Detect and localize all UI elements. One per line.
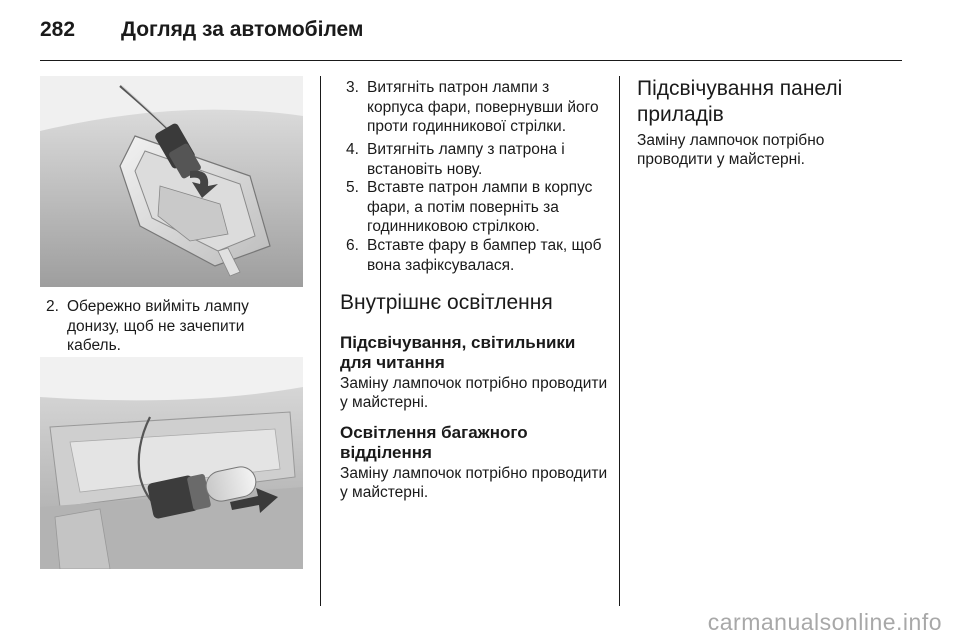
subsection-text-luggage-light: Заміну лампочок потрібно проводити у майстерні. [340,465,608,501]
step-number: 4. [346,141,359,158]
section-title-interior-lighting: Внутрішнє освітлення [340,291,553,314]
header-rule [40,60,902,61]
step-number: 3. [346,79,359,96]
page-title: Догляд за автомобілем [121,18,364,41]
column-divider-left [320,76,321,606]
step-number: 6. [346,237,359,254]
column-divider-right [619,76,620,606]
step-text: Обережно вийміть лампу донизу, щоб не зачепити кабель. [67,298,249,354]
section-title-instrument-panel: Підсвічування панелі приладів [637,77,843,126]
subsection-text-reading-lights: Заміну лампочок потрібно проводити у майстерні. [340,375,608,411]
lamp-removal-illustration [40,76,303,287]
figure-lamp-removal [40,76,303,287]
step-4 [346,140,608,179]
subsection-title-reading-lights: Підсвічування, світильники для читання [340,333,576,372]
step-text: Вставте фару в бампер так, щоб вона зафіксувалася. [367,237,602,274]
step-text: Вставте патрон лампи в корпус фари, а потім поверніть за годинниковою стрілкою. [367,179,593,235]
figure-bulb-extraction [40,357,303,569]
subsection-title-luggage-light: Освітлення багажного відділення [340,423,528,462]
step-text: Витягніть патрон лампи з корпуса фари, повернувши його проти годинникової стрілки. [367,79,599,135]
step-6 [346,236,608,275]
page-number: 282 [40,18,76,41]
step-2 [46,297,301,356]
section-text-instrument-panel: Заміну лампочок потрібно проводити у майстерні. [637,132,825,168]
step-3 [346,78,608,137]
step-text: Витягніть лампу з патрона і встановіть нову. [367,141,565,178]
step-5 [346,178,608,237]
bulb-extraction-illustration [40,357,303,569]
watermark: carmanualsonline.info [707,609,942,635]
step-number: 2. [46,298,59,315]
step-number: 5. [346,179,359,196]
